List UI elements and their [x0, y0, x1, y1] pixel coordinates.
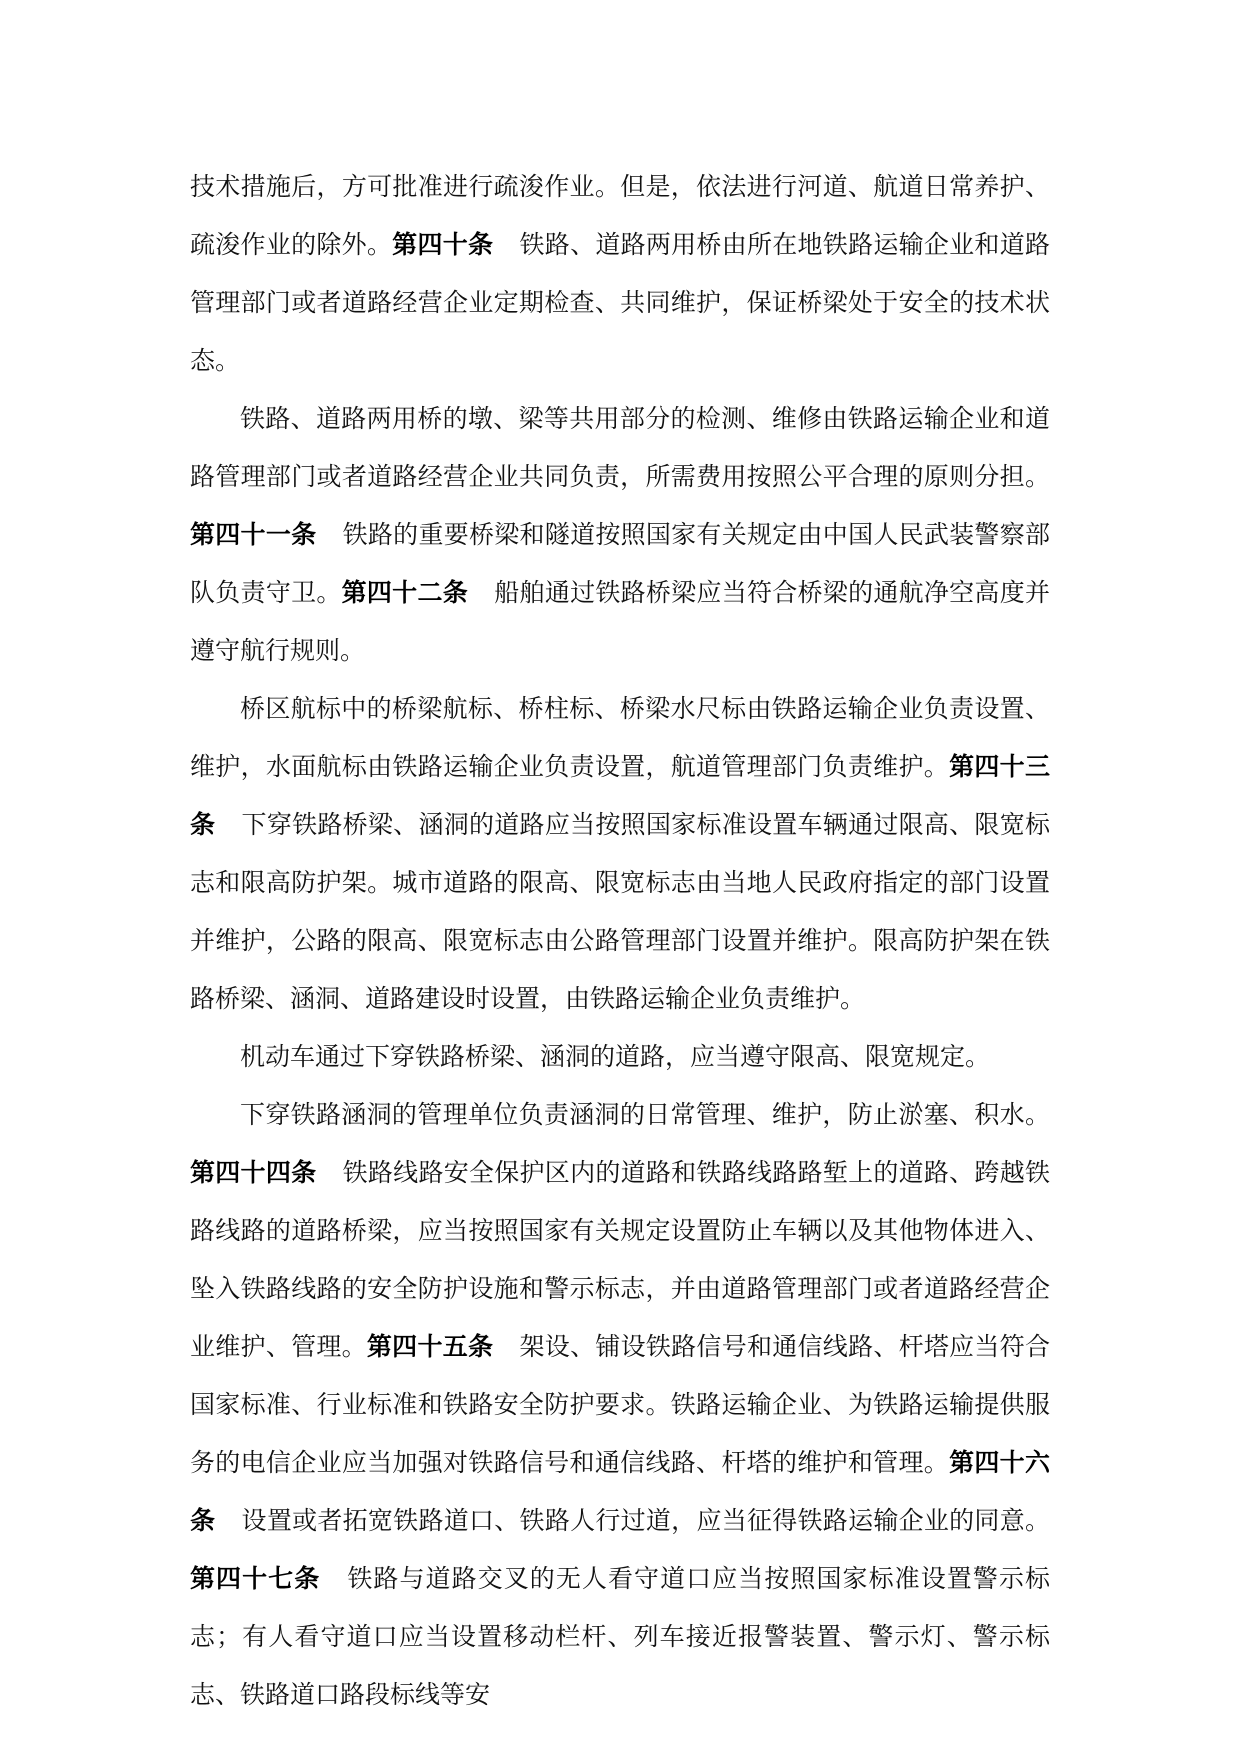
article-heading: 第四十六条	[190, 1448, 1050, 1535]
article-heading: 第四十七条	[190, 1564, 321, 1593]
paragraph-text: 技术措施后，方可批准进行疏浚作业。但是，依法进行河道、航道日常养护、疏浚作业的除外。	[190, 172, 1050, 259]
article-heading: 第四十一条	[190, 520, 317, 549]
article-heading: 第四十三条	[190, 752, 1050, 839]
paragraph-text: 下穿铁路涵洞的管理单位负责涵洞的日常管理、维护，防止淤塞、积水。	[240, 1100, 1050, 1129]
paragraph-text: 下穿铁路桥梁、涵洞的道路应当按照国家标准设置车辆通过限高、限宽标志和限高防护架。城市道路的限高、限宽标志由当地人民政府指定的部门设置并维护，公路的限高、限宽标志由公路管理部门设置并维护。限高防护架在铁路桥梁、涵洞、道路建设时设置，由铁路运输企业负责维护。	[190, 810, 1050, 1013]
paragraph-text: 铁路与道路交叉的无人看守道口应当按照国家标准设置警示标志；有人看守道口应当设置移动栏杆、列车接近报警装置、警示灯、警示标志、铁路道口路段标线等安	[190, 1564, 1050, 1709]
paragraph-text: 铁路、道路两用桥的墩、梁等共用部分的检测、维修由铁路运输企业和道路管理部门或者道路经营企业共同负责，所需费用按照公平合理的原则分担。	[190, 404, 1050, 491]
paragraph-text: 铁路线路安全保护区内的道路和铁路线路路堑上的道路、跨越铁路线路的道路桥梁，应当按照国家有关规定设置防止车辆以及其他物体进入、坠入铁路线路的安全防护设施和警示标志，并由道路管理部门或者道路经营企业维护、管理。	[190, 1158, 1050, 1361]
paragraph-text: 铁路、道路两用桥由所在地铁路运输企业和道路管理部门或者道路经营企业定期检查、共同维护，保证桥梁处于安全的技术状态。	[190, 230, 1050, 375]
article-heading: 第四十五条	[366, 1332, 494, 1361]
paragraph-text: 设置或者拓宽铁路道口、铁路人行过道，应当征得铁路运输企业的同意。	[241, 1506, 1050, 1535]
paragraph	[190, 1028, 1050, 1086]
paragraph	[190, 158, 1050, 390]
paragraph	[190, 390, 1050, 680]
paragraph	[190, 1086, 1050, 1724]
document-body	[190, 158, 1050, 1724]
article-heading: 第四十条	[392, 230, 494, 259]
paragraph-text: 桥区航标中的桥梁航标、桥柱标、桥梁水尺标由铁路运输企业负责设置、维护，水面航标由铁路运输企业负责设置，航道管理部门负责维护。	[190, 694, 1050, 781]
paragraph-text: 架设、铺设铁路信号和通信线路、杆塔应当符合国家标准、行业标准和铁路安全防护要求。铁路运输企业、为铁路运输提供服务的电信企业应当加强对铁路信号和通信线路、杆塔的维护和管理。	[190, 1332, 1050, 1477]
paragraph-text: 铁路的重要桥梁和隧道按照国家有关规定由中国人民武装警察部队负责守卫。	[190, 520, 1050, 607]
paragraph-text: 船舶通过铁路桥梁应当符合桥梁的通航净空高度并遵守航行规则。	[190, 578, 1050, 665]
article-heading: 第四十四条	[190, 1158, 317, 1187]
article-heading: 第四十二条	[341, 578, 468, 607]
paragraph-text: 机动车通过下穿铁路桥梁、涵洞的道路，应当遵守限高、限宽规定。	[240, 1042, 991, 1071]
paragraph	[190, 680, 1050, 1028]
